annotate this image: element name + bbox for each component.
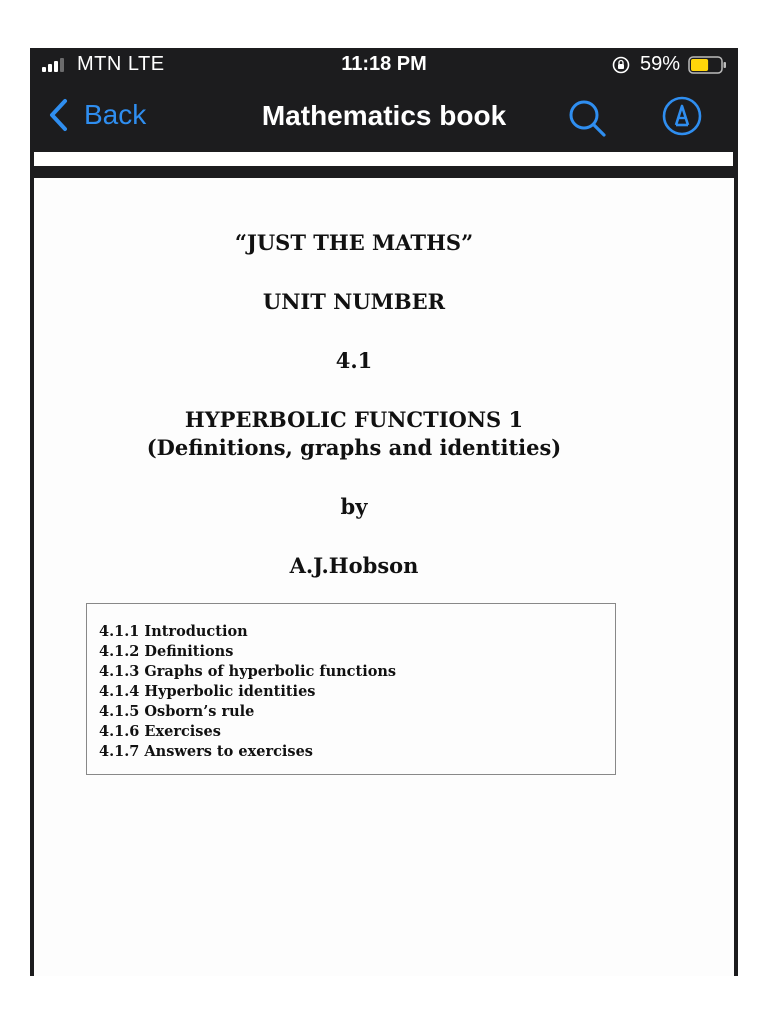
chapter-heading: HYPERBOLIC FUNCTIONS 1 [184,407,524,432]
document-title: Mathematics book [261,100,507,131]
previous-page-edge [34,152,733,166]
author-name: A.J.Hobson [289,553,419,578]
markup-button[interactable] [660,94,704,138]
unit-number: 4.1 [335,348,373,373]
rotation-lock-icon [612,56,630,74]
contents-box [86,603,616,775]
search-button[interactable] [565,96,609,140]
markup-pen-icon [660,94,704,138]
contents-item: 4.1.4 Hyperbolic identities [99,683,316,700]
phone-screen [30,48,738,976]
contents-item: 4.1.3 Graphs of hyperbolic functions [99,663,397,680]
contents-item: 4.1.7 Answers to exercises [99,743,313,760]
battery-percent: 59% [640,53,681,75]
status-bar [30,48,738,84]
status-time: 11:18 PM [341,53,427,75]
chapter-subheading: (Definitions, graphs and identities) [146,435,562,460]
battery-icon [688,56,728,74]
unit-label: UNIT NUMBER [262,289,446,314]
contents-item: 4.1.2 Definitions [99,643,234,660]
document-page[interactable] [34,178,734,976]
back-label: Back [84,99,147,130]
navigation-bar [30,84,738,148]
contents-item: 4.1.5 Osborn’s rule [99,703,255,720]
carrier-label: MTN LTE [77,53,165,75]
contents-item: 4.1.1 Introduction [99,623,248,640]
by-label: by [340,494,368,519]
search-icon [565,96,609,140]
contents-item: 4.1.6 Exercises [99,723,221,740]
series-title: “JUST THE MATHS” [234,230,474,255]
